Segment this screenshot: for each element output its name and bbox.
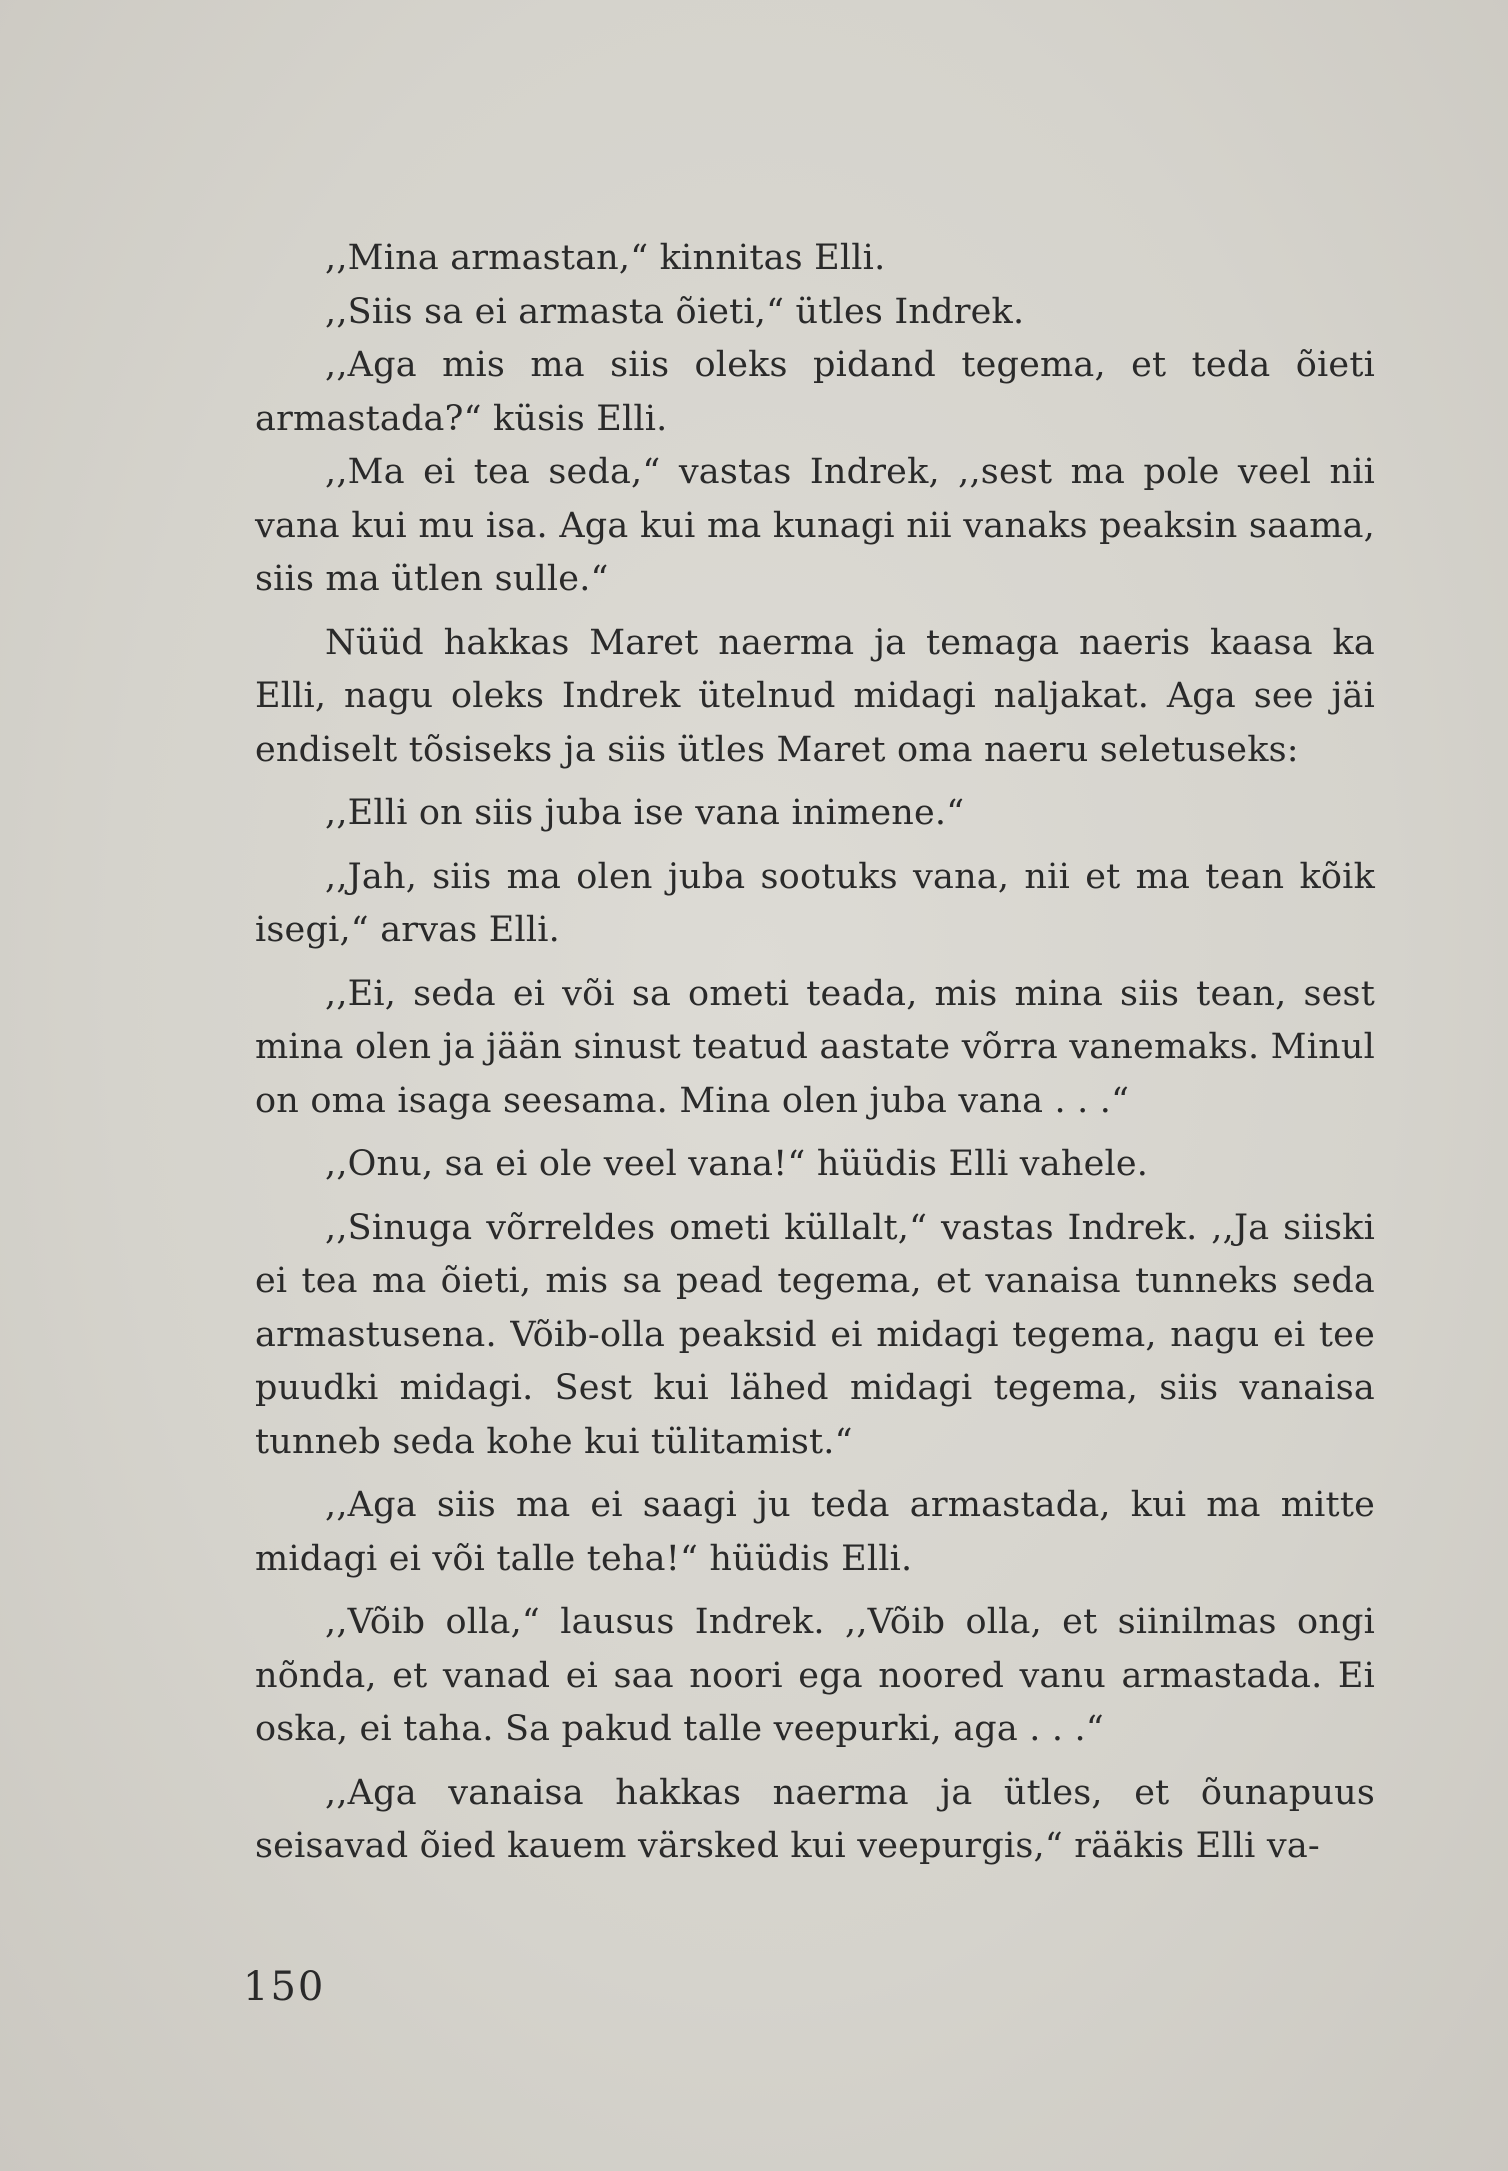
- paragraph: ,,Aga siis ma ei saagi ju teda armastada, kui ma mitte midagi ei või talle teha!“ hüüdis Elli.: [255, 1485, 1375, 1579]
- paragraph: ,,Jah, siis ma olen juba sootuks vana, nii et ma tean kõik isegi,“ arvas Elli.: [255, 856, 1375, 950]
- paragraph: ,,Võib olla,“ lausus Indrek. ,,Võib olla, et siinilmas ongi nõnda, et vanad ei saa noori ega noored vanu armastada. Ei oska, ei taha. Sa pakud talle veepurki, aga . . .“: [255, 1602, 1375, 1749]
- paragraph: ,,Onu, sa ei ole veel vana!“ hüüdis Elli vahele.: [325, 1144, 1149, 1184]
- paragraph: ,,Sinuga võrreldes ometi küllalt,“ vastas Indrek. ,,Ja siiski ei tea ma õieti, mis sa pead tegema, et vanaisa tunneks seda armastusena. Võib-olla peaksid ei midagi tegema, nagu ei tee puudki midagi. Sest kui lähed midagi tegema, siis vanaisa tunneb seda kohe kui tülitamist.“: [255, 1207, 1375, 1462]
- paragraph: ,,Aga vanaisa hakkas naerma ja ütles, et õunapuus seisavad õied kauem värsked kui veepurgis,“ rääkis Elli va-: [255, 1772, 1375, 1866]
- paragraph: ,,Elli on siis juba ise vana inimene.“: [325, 793, 965, 833]
- paragraph: ,,Mina armastan,“ kinnitas Elli.: [325, 238, 886, 278]
- body-text: [255, 232, 1375, 1874]
- paragraph: ,,Siis sa ei armasta õieti,“ ütles Indrek.: [325, 291, 1025, 332]
- paragraph: ,,Ma ei tea seda,“ vastas Indrek, ,,sest ma pole veel nii vana kui mu isa. Aga kui ma kunagi nii vanaks peaksin saama, siis ma ütlen sulle.“: [255, 452, 1375, 599]
- paragraph: Nüüd hakkas Maret naerma ja temaga naeris kaasa ka Elli, nagu oleks Indrek ütelnud midagi naljakat. Aga see jäi endiselt tõsiseks ja siis ütles Maret oma naeru seletuseks:: [255, 622, 1375, 770]
- page-number: 150: [243, 1964, 326, 2010]
- paragraph: ,,Aga mis ma siis oleks pidand tegema, et teda õieti armastada?“ küsis Elli.: [255, 345, 1375, 439]
- paragraph: ,,Ei, seda ei või sa ometi teada, mis mina siis tean, sest mina olen ja jään sinust teatud aastate võrra vanemaks. Minul on oma isaga seesama. Mina olen juba vana . . .“: [255, 973, 1375, 1121]
